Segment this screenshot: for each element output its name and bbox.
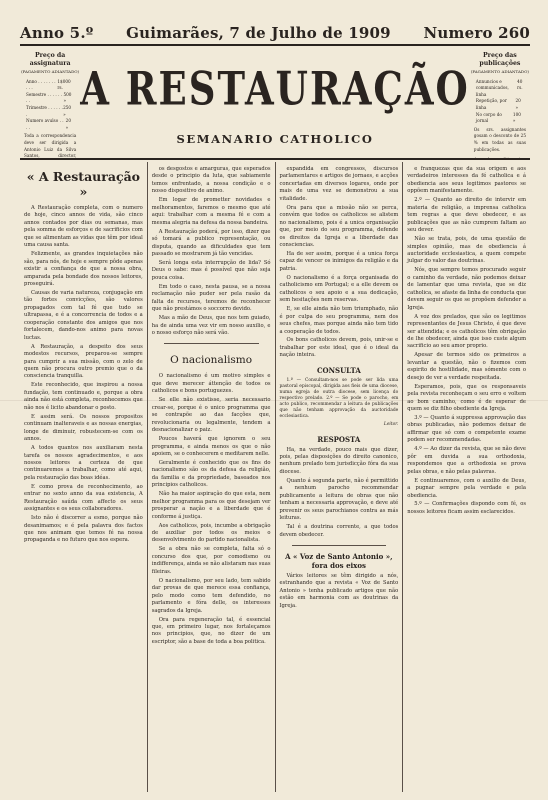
masthead: [20, 14, 530, 46]
paragraph: Se elle não existisse, seria necessario crear-se, porque é o unico programma que se contrapõe ao das facções que, revolucionaria ou legalmente, tendem a desnacionalizar o paiz.: [151, 397, 271, 434]
price-value: 40 rs.: [517, 78, 523, 91]
paragraph: Ora para regeneração tal, é essencial que, em primeiro lugar, nos fortaleçamos nos principios, que, no dizer de um escriptor, são a base de toda a boa politica.: [151, 616, 271, 645]
paragraph: Mas a mão de Deus, que nos tem guiado, ha de ainda uma vez vir em nosso auxilio, e o nosso esforço não será vão.: [151, 315, 271, 337]
paragraph: O nacionalismo é um motivo simples e que deve merecer áttenção de todos os catholicos e bons portuguezes.: [151, 373, 271, 395]
paragraph: 2.º — Quanto ao direito de intervir em materia de religião, a imprensa catholica tem regras a que deve obedecer, e as publicações que as não cumprem faltam ao seu dever.: [407, 197, 526, 234]
divider: [292, 545, 387, 546]
price-row: [470, 112, 530, 125]
paragraph: Não se trata, pois, de uma questão de simples opinião, mas de obediencia á auctoridade ecclesiastica, a quem compete julgar do valor das doutrinas.: [407, 236, 526, 265]
paragraph: Causas de varia natureza, conjugação em tão fortes convicções, são valores propagados com tal fé que tudo se ultrapassa, e é a concorrencia de todos e a cooperação constante dos amigos que nos fortalecem, dando-nos animo para novas luctas.: [24, 289, 143, 341]
consult-signature: Leitor.: [383, 422, 399, 428]
paragraph: Quanto á segunda parte, não é permittido a nenhum parocho recommendar publicamente a leitura de obras que não tenham a necessaria approvação, e deve até prevenir os seus parochianos contra as más leituras.: [279, 477, 399, 522]
paragraph: Os bons catholicos devem, pois, unir-se e trabalhar por este ideal, que é o ideal da nação inteira.: [279, 337, 399, 359]
paragraph: A voz dos prelados, que são os legitimos representantes de Jesus Christo, é que deve ser attendida; e os catholicos têm obrigação de lhe obedecer, ainda que isso custe algum sacrificio ao seu amor proprio.: [407, 313, 526, 350]
paragraph: expandida em congressos, discursos parlamentares e artigos de jornaes, e acções concertadas em diversos logares, onde por mais de uma vez se demonstrou a sua vitalidade.: [279, 166, 399, 202]
divider: [164, 343, 259, 344]
price-row: [20, 118, 80, 131]
paragraph: 5.º — Confirmações dispondo com fé, os nossos leitores ficam assim esclarecidos.: [407, 501, 526, 515]
title-block: [80, 46, 470, 158]
price-label: Numero avulso . . . .: [26, 118, 64, 130]
subscription-box: [20, 46, 80, 158]
publication-subheading: (PAGAMENTO ADIANTADO): [470, 69, 529, 74]
issue-number: Numero 260: [423, 24, 530, 42]
paragraph: Nós, que sempre temos procurado seguir o caminho da verdade, não podemos deixar de lamentar que uma revista, que se diz catholica, se afaste da linha de conducta que devem seguir os que se propõem defender a Igreja.: [407, 267, 526, 311]
paragraph: A todos quantos nos auxiliaram nesta tarefa os nossos agradecimentos, e aos nossos leitores a certeza de que continuaremos a trabalhar, como até aqui, pela restauração das boas idéas.: [24, 445, 143, 481]
column-3: [276, 162, 404, 792]
place-date: Guimarães, 7 de Julho de 1909: [126, 24, 391, 42]
price-row: [470, 79, 530, 99]
price-label: Repetição, por linha: [475, 98, 507, 110]
price-label: Anno . . . . . . . . . .: [26, 78, 56, 91]
paragraph: E continuaremos, com o auxilio de Deus, a pugnar sempre pela verdade e pela obediencia.: [407, 477, 526, 499]
paragraph: A Restauração completa, com o numero de hoje, cinco annos de vida, são cinco annos contados por dias ou semanas, mas pela somma de esforços e de sacrificios com que se alimentam as vidas que têm por ideal uma causa santa.: [24, 205, 143, 249]
column-2: [148, 162, 276, 792]
section-heading: CONSULTA: [316, 365, 361, 375]
section-heading: RESPOSTA: [317, 434, 361, 444]
price-value: 20 »: [515, 98, 521, 110]
consult-text: 1.º — Consultam-nos se pode ser lida uma pastoral episcopal, dirigida aos fieis de uma diocese, numa egreja de outra diocese, sem licença do respectivo prelado. 2.º — Se pode o parocho, em acto publico, recommendar a leitura de publicações que não tenham approvação da auctoridade ecclesiastica.: [279, 377, 399, 420]
title-band: [20, 46, 530, 160]
paragraph: Ha de ser assim, porque é a unica força capaz de vencer os inimigos da religião e da patria.: [279, 250, 399, 272]
price-row: [470, 98, 530, 111]
paragraph: 3.º — Quanto á suppressa approvação das obras publicadas, não podemos deixar de affirmar que só com o competente exame podem ser recommendadas.: [407, 415, 526, 444]
price-row: [20, 92, 80, 105]
subscription-heading: Preço da assignatura: [29, 52, 71, 67]
paragraph: 4.º — Ao dizer da revista, que se não deve pôr em duvida a sua orthodoxia, respondemos que a orthodoxia se prova pelas obras, e não pelas palavras.: [407, 446, 526, 475]
price-label: Trimestre . . . . . . .: [26, 104, 63, 117]
paragraph: Este reconhecido, que inspirou a nossa fundação, tem continuado e, porque a obra ainda não está completa, reconhecemos que não nos é licito abandonar o posto.: [24, 382, 143, 411]
paragraph: E assim será. Os nossos propositos continuam inalteraveis e as nossas energias, longe de diminuir, robustecem-se com os annos.: [24, 413, 143, 443]
paragraph: Geralmente é conhecido que os fins do nacionalismo são os da defesa da religião, da familia e da propriedade, baseados nos principios catholicos.: [151, 459, 271, 489]
paragraph: Vários leitores se têm dirigido a nós, estranhando que a revista « Voz de Santo Antonio » tenha publicado artigos que não estão em harmonia com as doutrinas da Igreja.: [279, 573, 399, 609]
paragraph: Poucos haverá que ignorem o seu programma, e ainda menos os que o não apoiem, se o conhecerem e meditarem nelle.: [151, 436, 271, 457]
paragraph: e franquezas que da sua origem e aos verdadeiros interesses da fé catholica e á obediencia aos seus legitimos pastores se oppõem manifestamente.: [407, 166, 526, 195]
paragraph: Será longa esta interrupção de lida? Só Deus o sabe: mas é possível que não seja pouca coisa.: [151, 259, 271, 281]
price-value: 20 »: [65, 118, 71, 130]
paragraph: A Restauração poderá, por isso, dizer que só tomará a publico representação, ou disputa, quando as dificuldades que tem passado se mostrarem já tão vencidas.: [151, 228, 271, 257]
paragraph: Se a obra não se completa, falta só o concurso dos que, por comodismo ou indifferença, ainda se não alistaram nas suas fileiras.: [151, 546, 271, 575]
paragraph: Isto não é discorrer a esmo, porque não desanimamos; e é pela palavra dos factos que nos animam que temos fé na nossa propaganda e no futuro que nos espera.: [24, 515, 143, 544]
paragraph: Em logar de prometter novidades e melhoramentos, faremos o mesmo que até aqui: trabalhar com a mesma fé e com a mesma alegria na defesa da nossa bandeira.: [151, 197, 271, 226]
paragraph: O nacionalismo, por seu lado, tem sabido dar provas de que merece essa confiança, pelo modo como tem defendido, no parlamento e fóra delle, os interesses sagrados da Igreja.: [151, 577, 271, 614]
price-value: 1$000 rs.: [57, 78, 71, 91]
paragraph: Ora para que a missão não se perca, convém que todos os catholicos se alistem no nacionalismo, pois é a unica organisação que, por meio do seu programma, defende os direitos da Igreja e a liberdade das consciencias.: [279, 204, 399, 249]
newspaper-subtitle: SEMANARIO CATHOLICO: [176, 132, 374, 146]
paragraph: Não ha maior aspiração do que esta, nem melhor programma para os que desejam ver prosperar a nação e a liberdade que é conforme á justiça.: [151, 491, 271, 520]
publication-heading: Preço das publicações: [479, 52, 521, 67]
paragraph: Em todo o caso, nesta pausa, se a nossa reclamação não puder ser pela rasão da falta de recursos, teremos de reconhecer que não prestámos o soccorro devido.: [151, 283, 271, 313]
paragraph: E como prova de reconhecimento, ao entrar no sexto anno da sua existencia, A Restauração saúda com affecto os seus assignantes e os seus collaboradores.: [24, 483, 143, 513]
newspaper-page: [20, 14, 530, 790]
paragraph: O nacionalismo é a força organisada do catholicismo em Portugal; e a elle devem os catholicos o seu apoio e a sua dedicação, sem hesitações nem reservas.: [279, 274, 399, 304]
paragraph: Apesar de termos sido os primeiros a levantar a questão, não o fizemos com espirito de hostilidade, mas sómente com o desejo de ver a verdade respeitada.: [407, 352, 526, 381]
price-value: 100 »: [512, 111, 521, 124]
paragraph: Aos catholicos, pois, incumbe a obrigação de auxiliar por todos os meios o desenvolvimento do partido nacionalista.: [151, 522, 271, 544]
paragraph: Ha, na verdade, pouco mais que dizer, pois, pelas disposições do direito canonico, nenhum prelado tem jurisdicção fóra da sua diocese.: [279, 446, 399, 475]
column-1: [20, 162, 148, 792]
newspaper-title: A RESTAURAÇÃO: [80, 60, 470, 116]
paragraph: E, se elle ainda não tem triumphado, não é por culpa do seu programma, nem dos seus chefes, mas porque ainda não tem tido a cooperação de todos.: [279, 306, 399, 335]
article-heading: A « Voz de Santo Antonio », fora dos eixos: [285, 552, 393, 571]
price-value: 500 »: [63, 91, 72, 104]
paragraph: os desgostos e amarguras, que esperados desde o principio da luta, que sabiamente temos enfrentado, a nossa condição e o nosso dispositivo de animo.: [151, 166, 271, 195]
subscription-subheading: (PAGAMENTO ADIANTADO): [21, 69, 80, 74]
price-value: 250 »: [63, 104, 72, 117]
paragraph: A Restauração, a despeito dos seus modestos recursos, preparou-se sempre para cumprir a sua missão, com o zelo de quem não procura outro premio que o da consciencia tranquilla.: [24, 343, 143, 380]
price-row: [20, 105, 80, 118]
price-label: Semestre . . . . . . . .: [26, 91, 63, 104]
correspondence-note: Toda a correspondencia deve ser dirigida a Antonio Luiz da Silva Santos, director,: [24, 133, 77, 158]
price-row: [20, 79, 80, 92]
price-label: Annuncios e communicados, linha: [475, 78, 509, 97]
article-columns: [20, 162, 530, 792]
price-label: No corpo do jornal: [475, 111, 502, 124]
discount-note: Os srs. assignantes gosam o desconto de 25 % em todas as suas publicações.: [473, 126, 526, 152]
books-note: [470, 155, 530, 158]
article-heading: « A Restauração »: [26, 169, 141, 199]
paragraph: Tal é a doutrina corrente, a que todos devem obedecer.: [279, 524, 399, 538]
publication-price-box: [470, 46, 530, 158]
article-heading: O nacionalismo: [170, 354, 253, 367]
column-4: [403, 162, 530, 792]
issue-year: Anno 5.º: [20, 24, 94, 42]
paragraph: Felizmente, as grandes inquietações não são, para nós, de hoje e sempre pôde apenas existir a confiança de que a nossa obra, amparada pela bondade dos nossos leitores, proseguirá.: [24, 251, 143, 288]
paragraph: Esperamos, pois, que os responsaveis pela revista reconheçam o seu erro e voltem ao bom caminho, como é de esperar de quem se diz filho obediente da Igreja.: [407, 383, 526, 413]
